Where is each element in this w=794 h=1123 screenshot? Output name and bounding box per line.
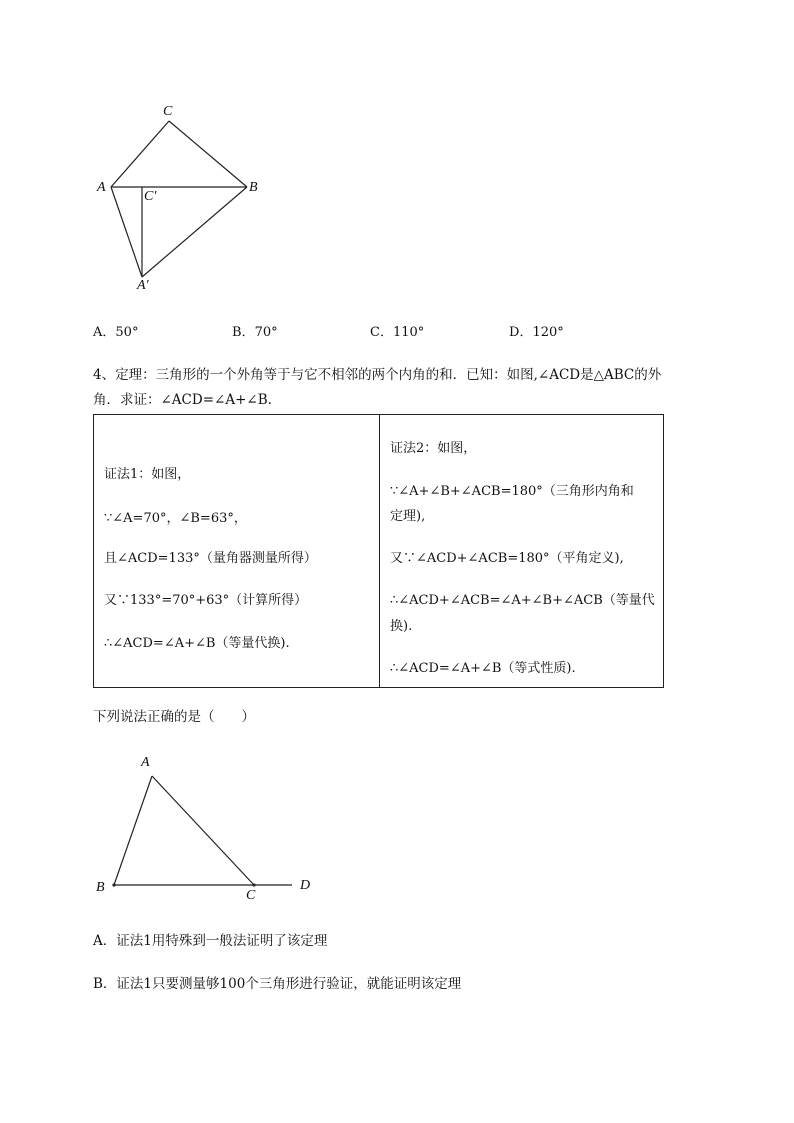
option-a[interactable]: A．50° (93, 325, 139, 340)
proof2-line5: 换). (390, 619, 413, 634)
figure-triangle (90, 755, 320, 905)
proof1-cell (94, 415, 380, 688)
proof2-line2: 定理), (390, 509, 426, 524)
question4-stem-line2: 角．求证：∠ACD=∠A+∠B. (93, 392, 272, 408)
point-c (252, 883, 255, 886)
label2-a: A (141, 755, 150, 770)
option-d-text: 120° (532, 325, 564, 340)
option-d[interactable]: D．120° (509, 325, 564, 340)
proof1-title: 证法1：如图， (104, 467, 191, 482)
proof1-line4: ∴∠ACD=∠A+∠B（等量代换). (104, 636, 290, 651)
question4-stem-line1: 4、定理：三角形的一个外角等于与它不相邻的两个内角的和．已知：如图,∠ACD是△ABC的外 (93, 367, 662, 383)
label2-d: D (300, 878, 311, 893)
option-b-letter: B (232, 325, 242, 340)
label-c: C (163, 104, 173, 119)
question4-prompt: 下列说法正确的是（ ） (93, 709, 255, 725)
option-c[interactable]: C．110° (370, 325, 425, 340)
proof1-line2: 且∠ACD=133°（量角器测量所得） (104, 551, 317, 566)
proof2-line1: ∵∠A+∠B+∠ACB=180°（三角形内角和 (390, 484, 634, 499)
option-b-text: 70° (254, 325, 278, 340)
choice-b[interactable]: B．证法1只要测量够100个三角形进行验证，就能证明该定理 (93, 976, 462, 992)
label-a: A (97, 180, 106, 195)
proof2-title: 证法2：如图， (390, 441, 477, 456)
proof2-line6: ∴∠ACD=∠A+∠B（等式性质). (390, 661, 576, 676)
segment-a-prime-b (142, 187, 247, 277)
proof1-line1: ∵∠A=70°，∠B=63°， (104, 511, 247, 526)
segment-ab2 (114, 776, 152, 885)
option-a-letter: A (93, 325, 103, 340)
segment-aa-prime (111, 187, 142, 277)
figure-quadrilateral (90, 100, 280, 300)
proof1-line3: 又∵133°=70°+63°（计算所得） (104, 593, 308, 608)
label2-b: B (96, 880, 105, 895)
segment-ac2 (152, 776, 254, 885)
option-c-letter: C (370, 325, 380, 340)
label2-c: C (246, 888, 256, 903)
label-b: B (249, 180, 258, 195)
label-c-prime: C′ (144, 189, 157, 204)
option-d-letter: D (509, 325, 520, 340)
segment-cb (169, 121, 247, 187)
segment-ac (111, 121, 169, 187)
proof2-line4: ∴∠ACD+∠ACB=∠A+∠B+∠ACB（等量代 (390, 593, 655, 608)
option-b[interactable]: B．70° (232, 325, 278, 340)
proofs-table (93, 414, 664, 688)
label-a-prime: A′ (137, 278, 149, 293)
proof2-line3: 又∵∠ACD+∠ACB=180°（平角定义), (390, 551, 624, 566)
option-a-text: 50° (115, 325, 139, 340)
choice-a[interactable]: A．证法1用特殊到一般法证明了该定理 (93, 933, 328, 949)
proof2-cell (380, 415, 664, 688)
point-b (112, 883, 115, 886)
option-c-text: 110° (392, 325, 425, 340)
